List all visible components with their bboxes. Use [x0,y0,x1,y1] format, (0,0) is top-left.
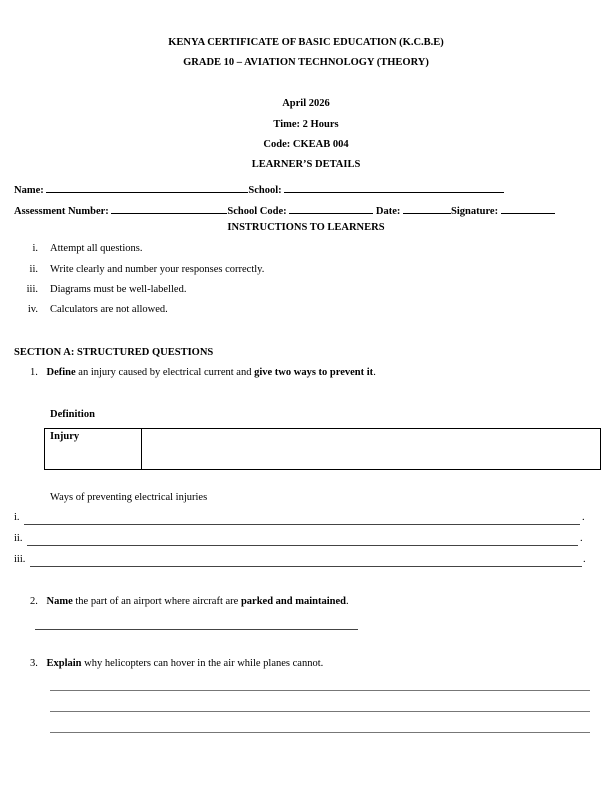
question-number: 3. [30,658,38,669]
answer-end-mark: . [583,554,586,565]
definition-label: Definition [50,409,95,420]
name-label: Name: [14,185,44,196]
q3-answer-line[interactable] [50,690,590,691]
q2-answer-line[interactable] [35,629,358,630]
exam-date: April 2026 [282,98,330,109]
signature-label: Signature: [451,206,499,217]
school-field[interactable] [284,182,504,193]
definition-table [44,428,601,470]
question-3 [30,658,323,669]
instruction-text: Attempt all questions. [50,243,143,254]
instruction-text: Calculators are not allowed. [50,304,168,315]
injury-answer-cell[interactable] [142,429,601,470]
date-field[interactable] [403,203,451,214]
instruction-num: iii. [26,284,38,295]
q2-end: . [345,596,349,607]
answer-num: ii. [14,533,23,544]
instruction-text: Diagrams must be well-labelled. [50,284,187,295]
exam-code: Code: CKEAB 004 [263,139,349,150]
q1-keyword-define: Define [46,367,76,378]
signature-field[interactable] [501,203,555,214]
q2-keyword: parked and maintained [240,596,346,607]
answer-line-ii[interactable] [27,545,578,546]
injury-label-cell: Injury [45,429,142,470]
question-2 [30,596,349,607]
question-number: 1. [30,367,38,378]
q1-end: . [373,367,376,378]
instruction-num: i. [32,243,38,254]
section-a-heading: SECTION A: STRUCTURED QUESTIONS [14,347,214,358]
question-number: 2. [30,596,38,607]
date-label: Date: [375,206,401,217]
q3-keyword-explain: Explain [46,658,82,669]
name-field[interactable] [46,182,248,193]
answer-line-iii[interactable] [30,566,582,567]
instruction-item [14,304,168,315]
q1-keyword-prevent: give two ways to prevent it [254,367,374,378]
q1-text: an injury caused by electrical current and [75,367,255,378]
question-1 [30,367,376,378]
assessment-field[interactable] [111,203,227,214]
q3-text: why helicopters can hover in the air while planes cannot. [81,658,324,669]
ways-label: Ways of preventing electrical injuries [50,492,208,503]
answer-num: i. [14,512,20,523]
learner-details-heading: LEARNER’S DETAILS [251,159,361,170]
q3-answer-line[interactable] [50,732,590,733]
instruction-num: ii. [29,264,38,275]
answer-end-mark: . [580,533,583,544]
school-label: School: [248,185,282,196]
instruction-num: iv. [27,304,38,315]
school-code-field[interactable] [289,203,373,214]
q3-answer-line[interactable] [50,711,590,712]
instructions-heading: INSTRUCTIONS TO LEARNERS [227,222,385,233]
exam-title: KENYA CERTIFICATE OF BASIC EDUCATION (K.C.B.E) [168,37,444,48]
q2-text: the part of an airport where aircraft are [72,596,241,607]
instruction-item [14,264,264,275]
answer-num: iii. [14,554,26,565]
q2-keyword-name: Name [46,596,73,607]
exam-time: Time: 2 Hours [273,119,339,130]
assessment-label: Assessment Number: [14,206,109,217]
name-row [14,182,504,196]
instruction-item [14,243,142,254]
answer-end-mark: . [582,512,585,523]
instruction-text: Write clearly and number your responses correctly. [50,264,265,275]
assessment-row [14,203,555,217]
answer-line-i[interactable] [24,524,580,525]
instruction-item [14,284,186,295]
school-code-label: School Code: [227,206,287,217]
exam-subtitle: GRADE 10 – AVIATION TECHNOLOGY (THEORY) [183,57,429,68]
